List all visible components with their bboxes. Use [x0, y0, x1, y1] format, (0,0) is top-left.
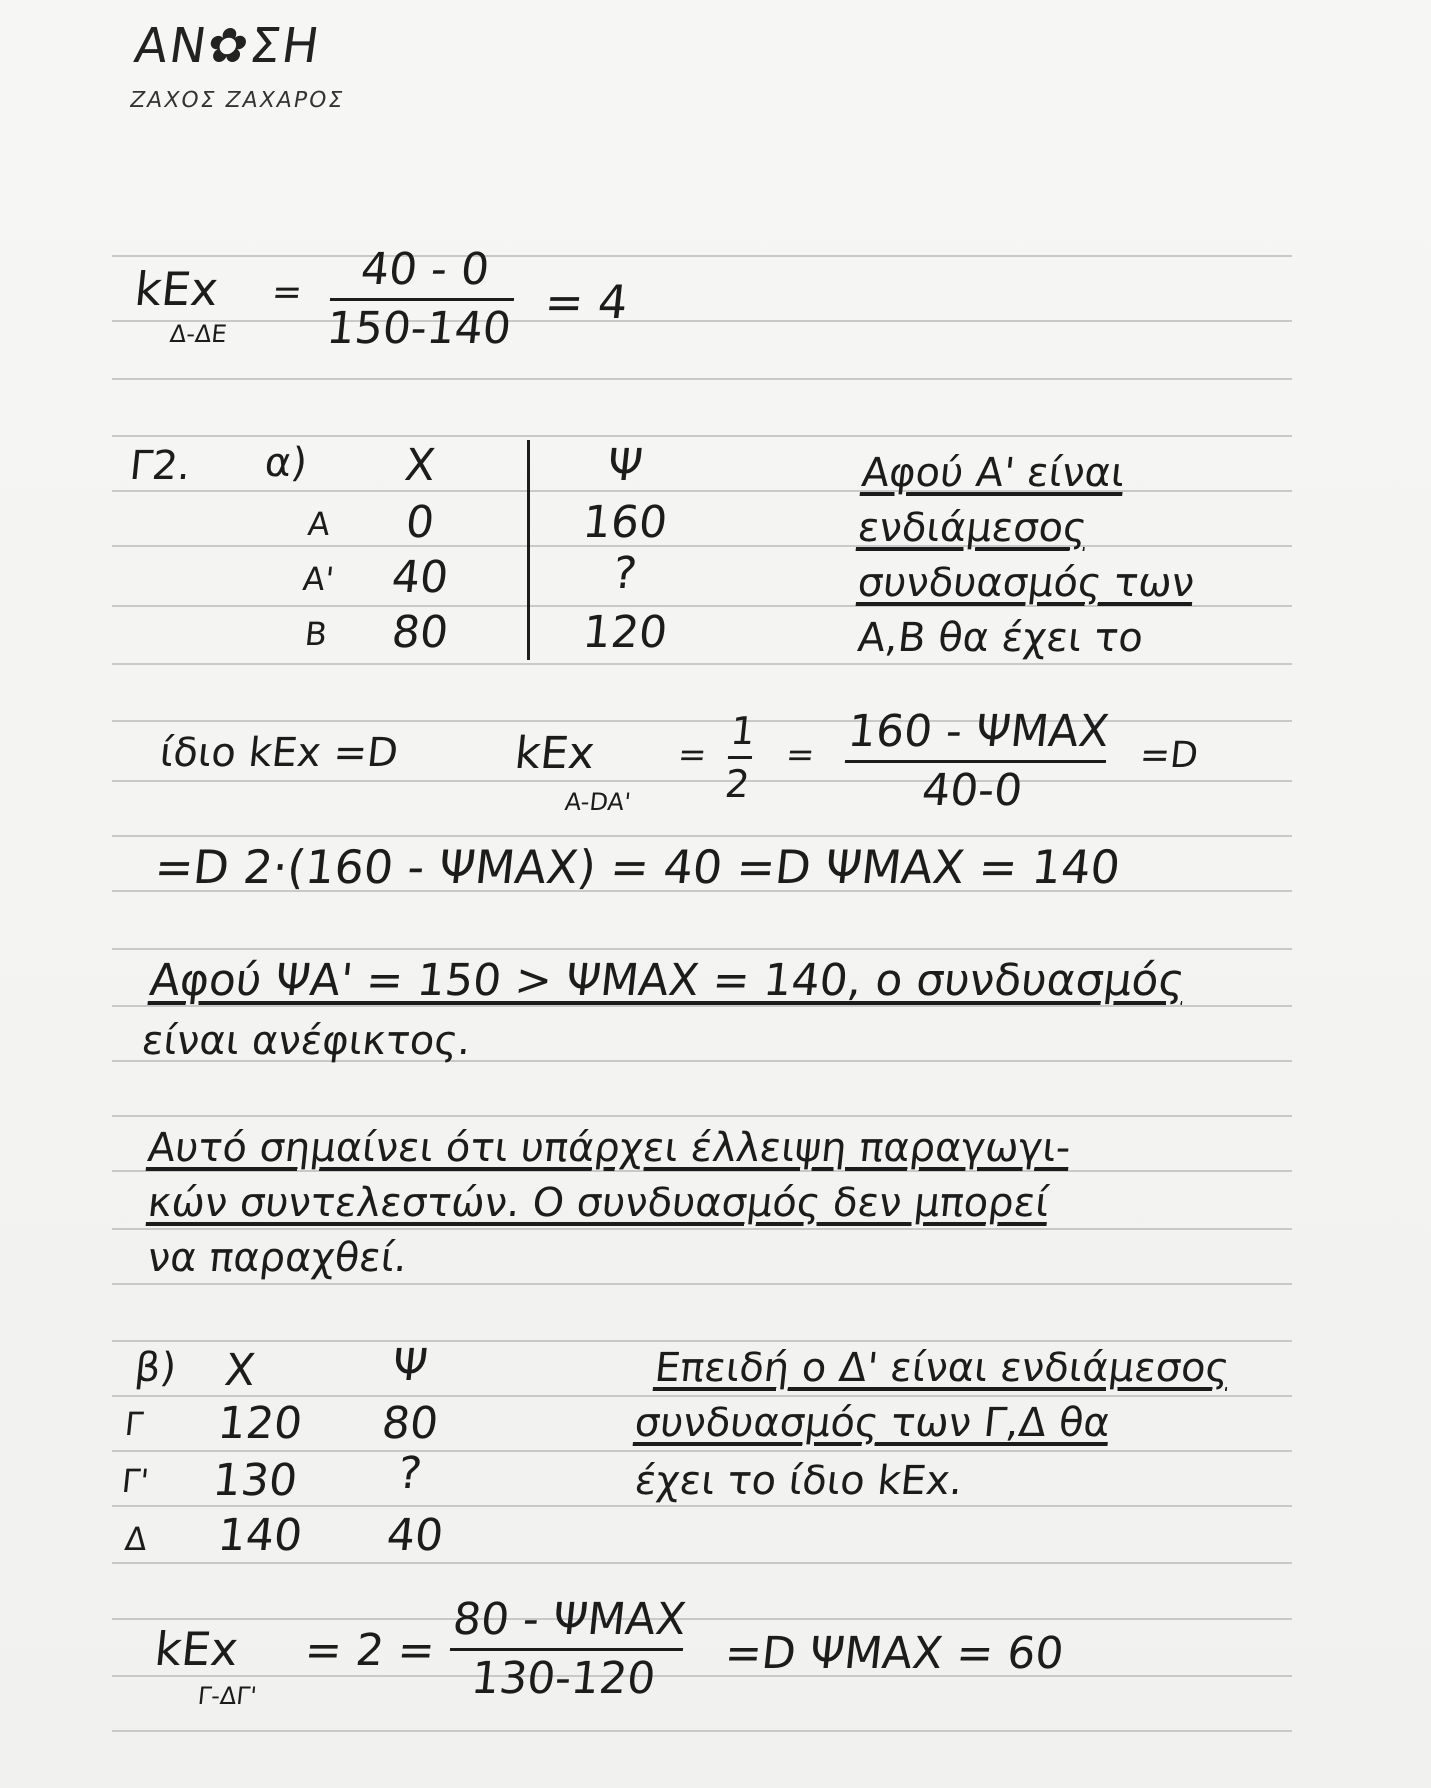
ruled-line — [112, 1675, 1292, 1677]
eq-last-lhs: kEx — [152, 1622, 241, 1676]
half-fraction — [722, 709, 758, 806]
fraction-bar — [728, 756, 752, 759]
g2-label: Γ2. — [127, 443, 193, 489]
auto-line-1: Αυτό σημαίνει ότι υπάρχει έλλειψη παραγωγι- — [145, 1125, 1073, 1171]
ruled-line — [112, 1562, 1292, 1564]
afou-line-2: είναι ανέφικτος. — [139, 1018, 474, 1064]
b-note-line: έχει το ίδιο kEx. — [632, 1458, 965, 1504]
fraction-bar — [845, 760, 1106, 763]
idio-numerator: 160 - ΨMAX — [845, 706, 1112, 757]
eq-last-fraction — [445, 1594, 689, 1704]
ruled-line — [112, 1228, 1292, 1230]
auto-line-3: να παραχθεί. — [145, 1235, 410, 1281]
ruled-line — [112, 1340, 1292, 1342]
ruled-line — [112, 255, 1292, 257]
eq-last-equals: = 2 = — [302, 1625, 438, 1676]
g2-row-label: B — [303, 615, 329, 653]
idio-lhs: kEx — [512, 728, 598, 779]
afou-line-1: Αφού ΨA' = 150 > ΨMAX = 140, ο συνδυασμός — [147, 955, 1188, 1006]
ruled-line — [112, 320, 1292, 322]
b-row-y: 80 — [379, 1398, 441, 1449]
b-row-label: Γ' — [120, 1462, 151, 1500]
b-part: β) — [132, 1345, 179, 1391]
b-row-x: 140 — [215, 1510, 305, 1561]
ruled-line — [112, 835, 1292, 837]
b-row-y: ? — [395, 1448, 425, 1499]
table-divider — [527, 440, 530, 660]
eq-last-lhs-sub: Γ-ΔΓ' — [196, 1682, 258, 1710]
g2-note-line: Α,Β θα έχει το — [855, 615, 1146, 661]
g2-row-x: 40 — [389, 552, 451, 603]
idio-lhs-sub: A-DA' — [563, 788, 633, 816]
fraction-bar — [330, 298, 514, 301]
idio-equals: = — [675, 735, 709, 775]
half-denominator: 2 — [722, 761, 752, 806]
g2-row-label: A' — [301, 560, 336, 598]
ruled-line — [112, 545, 1292, 547]
ruled-line — [112, 435, 1292, 437]
ruled-line — [112, 1115, 1292, 1117]
b-row-y: 40 — [384, 1510, 446, 1561]
b-head-x: X — [222, 1345, 258, 1396]
g2-row-label: A — [306, 505, 332, 543]
idio-text: ίδιο kEx =D — [157, 730, 401, 776]
half-numerator: 1 — [728, 709, 758, 753]
g2-note-line: ενδιάμεσος — [855, 505, 1090, 551]
g2-row-y: ? — [610, 548, 640, 599]
ruled-line — [112, 1450, 1292, 1452]
g2-row-y: 160 — [580, 497, 670, 548]
ruled-line — [112, 780, 1292, 782]
b-note-line: συνδυασμός των Γ,Δ θα — [632, 1400, 1113, 1446]
eq1-equals: = — [269, 272, 305, 313]
b-row-label: Γ — [123, 1405, 145, 1443]
g2-part: α) — [262, 440, 310, 486]
g2-note-line: συνδυασμός των — [855, 560, 1197, 606]
eq-last-denominator: 130-120 — [468, 1652, 658, 1704]
idio-denominator: 40-0 — [919, 764, 1025, 816]
ruled-line — [112, 663, 1292, 665]
b-row-x: 120 — [215, 1398, 305, 1449]
logo-title: ΑΝ✿ΣΗ — [131, 18, 325, 74]
idio-equals: = — [783, 735, 817, 775]
eq1-fraction — [324, 244, 520, 354]
ruled-line — [112, 1395, 1292, 1397]
idio-arrow: =D — [1137, 735, 1201, 776]
ruled-line — [112, 1730, 1292, 1732]
b-head-y: Ψ — [389, 1340, 430, 1391]
g2-head-x: X — [402, 440, 438, 491]
b-note-line: Επειδή ο Δ' είναι ενδιάμεσος — [652, 1345, 1232, 1391]
logo-subtitle: ΖΑΧΟΣ ΖΑΧΑΡΟΣ — [127, 88, 347, 113]
eq-last-numerator: 80 - ΨMAX — [450, 1594, 689, 1645]
ruled-line — [112, 1283, 1292, 1285]
eq1-lhs: kEx — [132, 262, 221, 316]
eq1-numerator: 40 - 0 — [358, 244, 492, 295]
eq1-denominator: 150-140 — [324, 302, 514, 354]
ruled-line — [112, 1618, 1292, 1620]
idio-fraction — [840, 706, 1112, 816]
g2-note-line: Αφού Α' είναι — [859, 450, 1127, 496]
ruled-line — [112, 948, 1292, 950]
fraction-bar — [450, 1648, 683, 1651]
eq1-lhs-sub: Δ-ΔΕ — [168, 320, 229, 348]
ruled-line — [112, 720, 1292, 722]
psi-max-equation: =D 2·(160 - ΨMAX) = 40 =D ΨMAX = 140 — [152, 840, 1123, 894]
eq1-result: = 4 — [542, 275, 631, 329]
auto-line-2: κών συντελεστών. Ο συνδυασμός δεν μπορεί — [145, 1180, 1052, 1226]
b-row-x: 130 — [210, 1455, 300, 1506]
g2-head-y: Ψ — [604, 440, 645, 491]
b-row-label: Δ — [123, 1520, 149, 1558]
g2-row-x: 0 — [403, 497, 437, 548]
eq-last-result: =D ΨMAX = 60 — [722, 1628, 1067, 1679]
ruled-line — [112, 378, 1292, 380]
g2-row-x: 80 — [389, 607, 451, 658]
g2-row-y: 120 — [580, 607, 670, 658]
